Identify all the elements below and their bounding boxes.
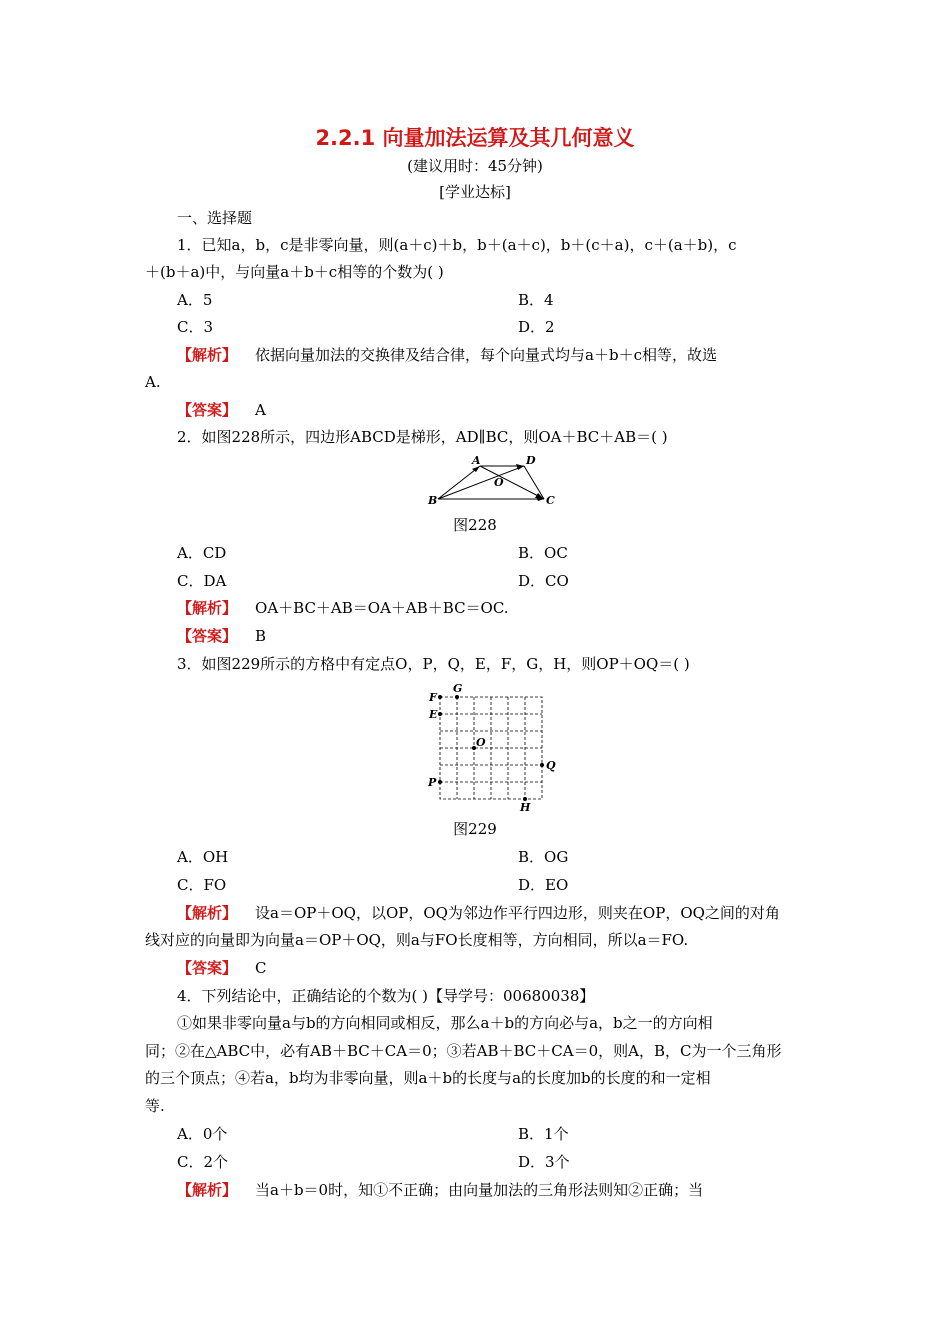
q4-analysis: [177, 1180, 837, 1200]
grid-figure: [420, 682, 560, 814]
q4-option-d: D．3个: [518, 1153, 570, 1171]
q1-answer: [177, 400, 837, 420]
analysis-label: 【解析】: [177, 346, 238, 364]
section-tag: [学业达标]: [439, 183, 511, 201]
label-C: C: [546, 494, 555, 507]
page-title: 2.2.1 向量加法运算及其几何意义: [315, 126, 635, 150]
q3-option-d: D．EO: [518, 876, 569, 894]
q1-analysis: [177, 345, 837, 365]
label-O: O: [476, 736, 486, 749]
q3-answer: [177, 958, 837, 978]
q3-analysis-line2: 线对应的向量即为向量a＝OP＋OQ，则a与FO长度相等，方向相同，所以a＝FO.: [145, 931, 689, 949]
q2-stem: 2．如图228所示，四边形ABCD是梯形，AD∥BC，则OA＋BC＋AB＝( ): [177, 428, 668, 446]
q1-answer-value: A: [255, 401, 266, 419]
q4-stem: 4．下列结论中，正确结论的个数为( )【导学号：00680038】: [177, 987, 595, 1005]
q2-option-d: D．CO: [518, 572, 569, 590]
q3-stem: 3．如图229所示的方格中有定点O，P，Q，E，F，G，H，则OP＋OQ＝( ): [177, 655, 690, 673]
q2-option-c: C．DA: [177, 572, 227, 590]
q3-option-b: B．OG: [518, 848, 569, 866]
answer-label: 【答案】: [177, 627, 238, 645]
q4-body-line3: 的三个顶点；④若a，b均为非零向量，则a＋b的长度与a的长度加b的长度的和一定相: [145, 1069, 711, 1087]
label-A: A: [472, 454, 481, 467]
label-O: O: [494, 476, 504, 489]
q2-option-a: A．CD: [177, 544, 227, 562]
label-D: D: [526, 454, 536, 467]
label-B: B: [428, 494, 438, 507]
q3-analysis: [177, 903, 837, 923]
label-H: H: [520, 801, 531, 814]
analysis-label: 【解析】: [177, 599, 238, 617]
label-G: G: [453, 682, 463, 695]
figure-228-caption: 图228: [453, 516, 497, 534]
figure-229-caption: 图229: [453, 820, 497, 838]
q2-answer-value: B: [255, 627, 267, 645]
trapezoid-figure: [420, 452, 570, 510]
q2-answer: [177, 626, 837, 646]
q4-option-a: A．0个: [177, 1125, 228, 1143]
q1-option-d: D．2: [518, 318, 555, 336]
label-P: P: [428, 776, 437, 789]
q4-body-line4: 等.: [145, 1097, 165, 1115]
q4-body-line1: ①如果非零向量a与b的方向相同或相反，那么a＋b的方向必与a，b之一的方向相: [177, 1014, 713, 1032]
q3-answer-value: C: [255, 959, 267, 977]
analysis-label: 【解析】: [177, 904, 238, 922]
q1-option-c: C．3: [177, 318, 214, 336]
label-E: E: [429, 708, 438, 721]
q3-option-a: A．OH: [177, 848, 229, 866]
suggested-time: (建议用时：45分钟): [407, 157, 543, 175]
q1-stem-line1: 1．已知a，b，c是非零向量，则(a＋c)＋b，b＋(a＋c)，b＋(c＋a)，c＋(a＋b)，c: [177, 236, 737, 254]
answer-label: 【答案】: [177, 959, 238, 977]
q2-option-b: B．OC: [518, 544, 568, 562]
part-heading: 一、选择题: [177, 209, 253, 227]
q1-analysis-line2: A.: [145, 373, 161, 391]
analysis-label: 【解析】: [177, 1181, 238, 1199]
q4-option-c: C．2个: [177, 1153, 229, 1171]
label-F: F: [429, 691, 437, 704]
q3-option-c: C．FO: [177, 876, 227, 894]
label-Q: Q: [546, 759, 556, 772]
q1-option-a: A．5: [177, 291, 213, 309]
q4-option-b: B．1个: [518, 1125, 569, 1143]
q3-analysis-text: 设a＝OP＋OQ，以OP，OQ为邻边作平行四边形，则夹在OP，OQ之间的对角: [255, 904, 780, 922]
q1-stem-line2: ＋(b＋a)中，与向量a＋b＋c相等的个数为( ): [145, 263, 444, 281]
q4-body-line2: 同；②在△ABC中，必有AB＋BC＋CA＝0；③若AB＋BC＋CA＝0，则A，B，C为一个三角形: [145, 1042, 782, 1060]
q2-analysis-text: OA＋BC＋AB＝OA＋AB＋BC＝OC.: [255, 599, 509, 617]
answer-label: 【答案】: [177, 401, 238, 419]
q1-analysis-text: 依据向量加法的交换律及结合律，每个向量式均与a＋b＋c相等，故选: [255, 346, 717, 364]
q1-option-b: B．4: [518, 291, 554, 309]
q2-analysis: [177, 598, 837, 618]
q4-analysis-text: 当a＋b＝0时，知①不正确；由向量加法的三角形法则知②正确；当: [255, 1181, 704, 1199]
